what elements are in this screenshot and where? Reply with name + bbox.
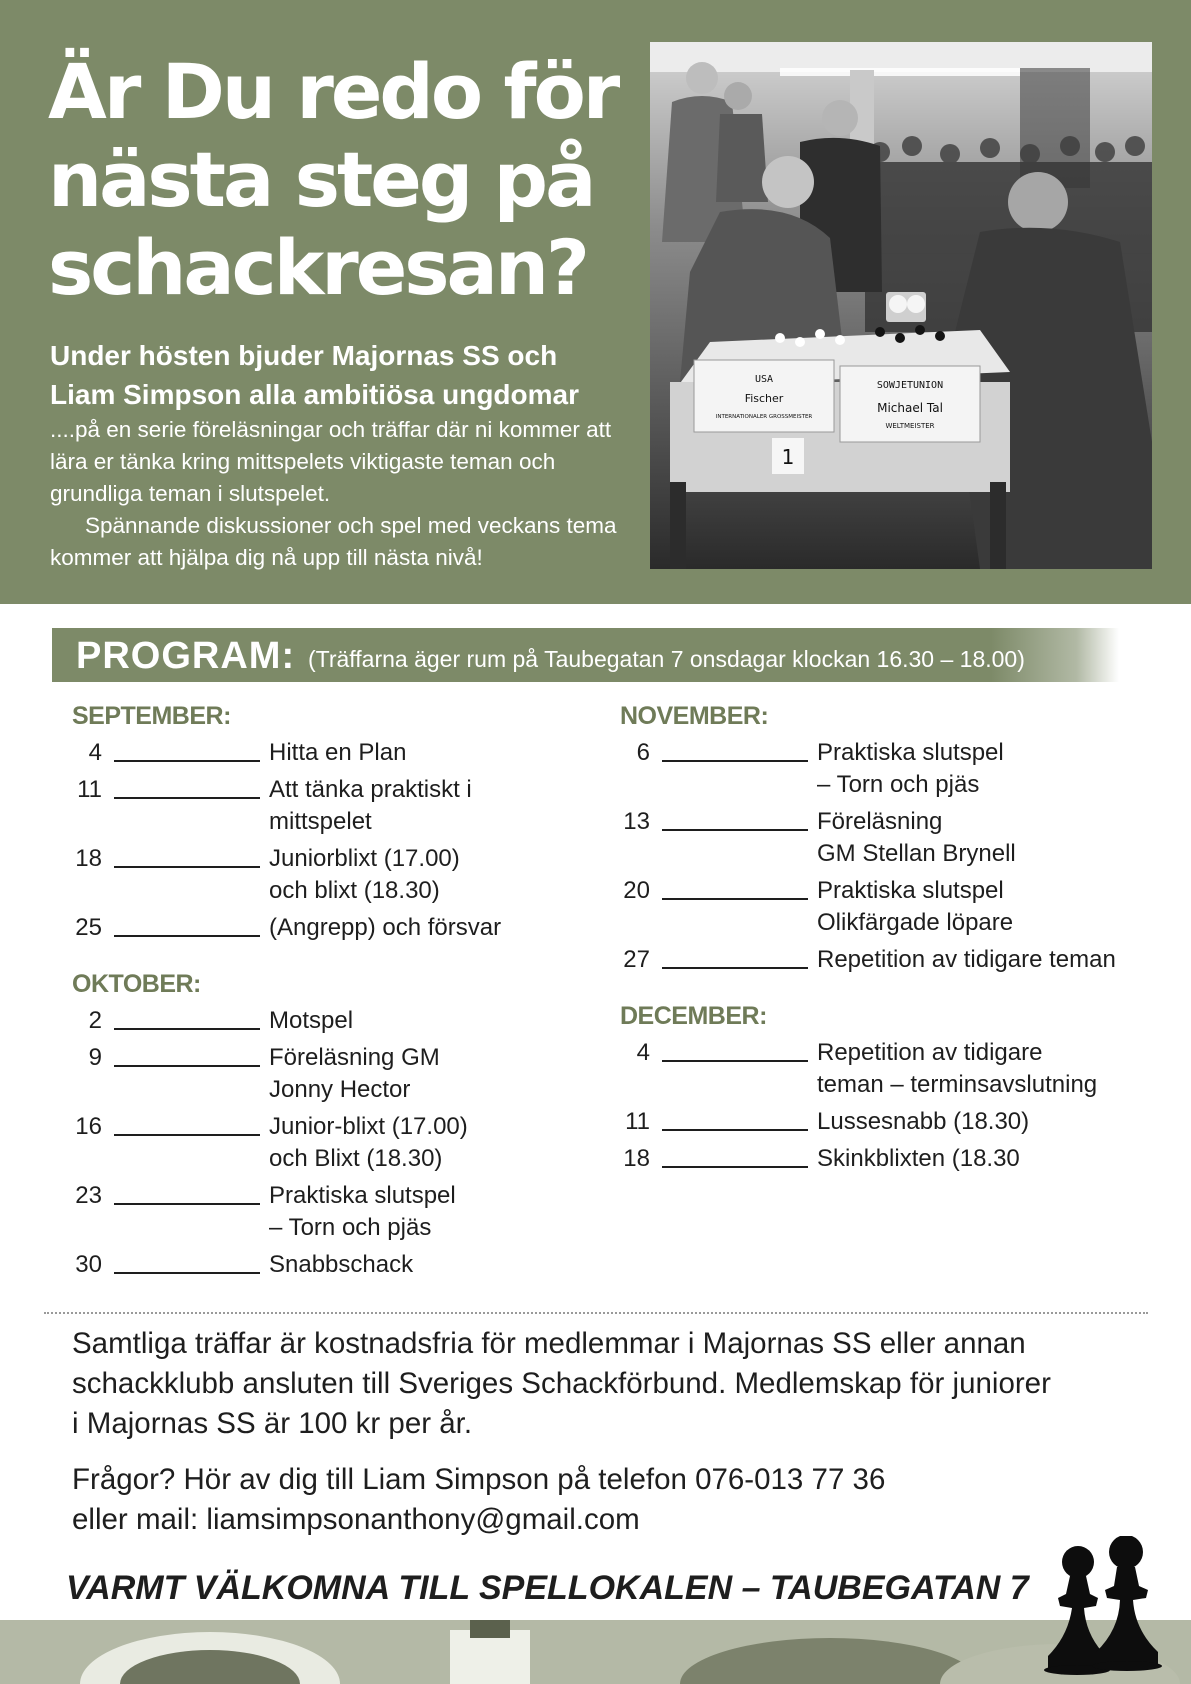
schedule-row [72, 1005, 612, 1037]
event-title: Junior-blixt (17.00) och Blixt (18.30) [269, 1113, 468, 1172]
schedule-row [620, 1143, 1160, 1175]
headline: Är Du redo för nästa steg på schackresan? [48, 47, 618, 312]
event-day: 23 [75, 1182, 102, 1209]
program-title: PROGRAM: [76, 635, 296, 677]
event-day: 11 [625, 1108, 650, 1135]
chess-pieces-photo-strip [0, 1620, 1191, 1684]
event-rule [114, 737, 260, 762]
event-rule [662, 737, 808, 762]
event-rule [114, 843, 260, 868]
month-heading-december: DECEMBER: [620, 1002, 767, 1030]
sign-left-country: USA [754, 374, 774, 385]
event-day: 9 [88, 1044, 102, 1071]
event-day: 4 [636, 1039, 650, 1066]
sign-left-title: INTERNATIONALER GROSSMEISTER [715, 414, 813, 420]
board-number: 1 [781, 445, 795, 469]
chess-match-illustration [650, 42, 1152, 569]
event-day: 11 [77, 776, 102, 803]
header-banner [0, 0, 1191, 604]
event-rule [662, 1106, 808, 1131]
event-title: Hitta en Plan [269, 739, 407, 766]
event-title: Föreläsning GM Jonny Hector [269, 1044, 440, 1103]
contact-info: Frågor? Hör av dig till Liam Simpson på telefon 076-013 77 36 eller mail: liamsimpsonanthony@gmail.com [72, 1463, 886, 1536]
event-rule [114, 1005, 260, 1030]
schedule-row [72, 912, 612, 944]
schedule-row [72, 1042, 612, 1106]
event-title: Skinkblixten (18.30 [817, 1145, 1020, 1172]
event-day: 18 [623, 1145, 650, 1172]
event-title: Lussesnabb (18.30) [817, 1108, 1030, 1135]
program-header-bar [52, 628, 1119, 682]
event-rule [662, 806, 808, 831]
event-rule [662, 944, 808, 969]
sign-left-name: Fischer [744, 392, 784, 405]
schedule-row [72, 1180, 612, 1244]
event-rule [114, 1042, 260, 1067]
schedule-row [72, 774, 612, 838]
welcome-banner: VARMT VÄLKOMNA TILL SPELLOKALEN – TAUBEGATAN 7 [66, 1569, 1029, 1607]
event-title: Repetition av tidigare teman – terminsavslutning [817, 1039, 1098, 1098]
event-rule [114, 1180, 260, 1205]
event-rule [662, 1143, 808, 1168]
schedule-column-right [620, 700, 1160, 1175]
sign-right-name: Michael Tal [877, 401, 943, 415]
schedule-row [620, 806, 1160, 870]
event-title: Praktiska slutspel – Torn och pjäs [269, 1182, 456, 1241]
subheadline: Under hösten bjuder Majornas SS och Liam Simpson alla ambitiösa ungdomar [50, 340, 579, 410]
event-day: 6 [636, 739, 650, 766]
event-day: 4 [88, 739, 102, 766]
schedule-row [72, 1111, 612, 1175]
month-heading-oktober: OKTOBER: [72, 970, 201, 998]
event-rule [114, 1249, 260, 1274]
event-day: 2 [88, 1007, 102, 1034]
program-venue-note: (Träffarna äger rum på Taubegatan 7 onsdagar klockan 16.30 – 18.00) [308, 646, 1025, 672]
chess-piece-footer-band [0, 1620, 1191, 1684]
event-title: (Angrepp) och försvar [269, 914, 502, 941]
dotted-divider [44, 1312, 1148, 1314]
schedule-row [620, 737, 1160, 801]
schedule-row [72, 737, 612, 769]
event-title: Repetition av tidigare teman [817, 946, 1116, 973]
event-day: 20 [623, 877, 650, 904]
month-heading-november: NOVEMBER: [620, 702, 769, 730]
event-day: 16 [75, 1113, 102, 1140]
event-title: Juniorblixt (17.00) och blixt (18.30) [269, 845, 460, 904]
event-day: 13 [623, 808, 650, 835]
event-rule [114, 774, 260, 799]
event-rule [662, 1037, 808, 1062]
event-title: Praktiska slutspel Olikfärgade löpare [817, 877, 1014, 936]
intro-paragraph-1: ....på en serie föreläsningar och träffar där ni kommer att lära er tänka kring mittspelets viktigaste teman och grundliga teman i slutspelet. [50, 417, 612, 506]
schedule-row [72, 1249, 612, 1281]
sign-right-country: SOWJETUNION [876, 380, 944, 391]
schedule-row [620, 1037, 1160, 1101]
intro-text [50, 414, 625, 574]
event-rule [114, 912, 260, 937]
sign-right-title: WELTMEISTER [885, 422, 935, 430]
event-rule [114, 1111, 260, 1136]
schedule-row [620, 944, 1160, 976]
event-rule [662, 875, 808, 900]
intro-paragraph-2: Spännande diskussioner och spel med veckans tema kommer att hjälpa dig nå upp till nästa nivå! [50, 513, 617, 570]
schedule-column-left [72, 700, 612, 1281]
schedule-row [620, 1106, 1160, 1138]
fee-info: Samtliga träffar är kostnadsfria för medlemmar i Majornas SS eller annan schackklubb ansluten till Sveriges Schackförbund. Medlemskap för juniorer i Majornas SS är 100 kr per år. [72, 1327, 1051, 1440]
pawn-pair-icon [1040, 1536, 1170, 1676]
chess-match-photo [650, 42, 1152, 569]
event-title: Snabbschack [269, 1251, 414, 1278]
event-title: Att tänka praktiskt i mittspelet [269, 776, 472, 835]
event-day: 30 [75, 1251, 102, 1278]
event-title: Praktiska slutspel – Torn och pjäs [817, 739, 1004, 798]
event-day: 18 [75, 845, 102, 872]
month-heading-september: SEPTEMBER: [72, 702, 231, 730]
schedule-row [620, 875, 1160, 939]
event-title: Motspel [269, 1007, 354, 1034]
event-day: 27 [623, 946, 650, 973]
event-title: Föreläsning GM Stellan Brynell [817, 808, 1016, 867]
event-day: 25 [75, 914, 102, 941]
schedule-row [72, 843, 612, 907]
